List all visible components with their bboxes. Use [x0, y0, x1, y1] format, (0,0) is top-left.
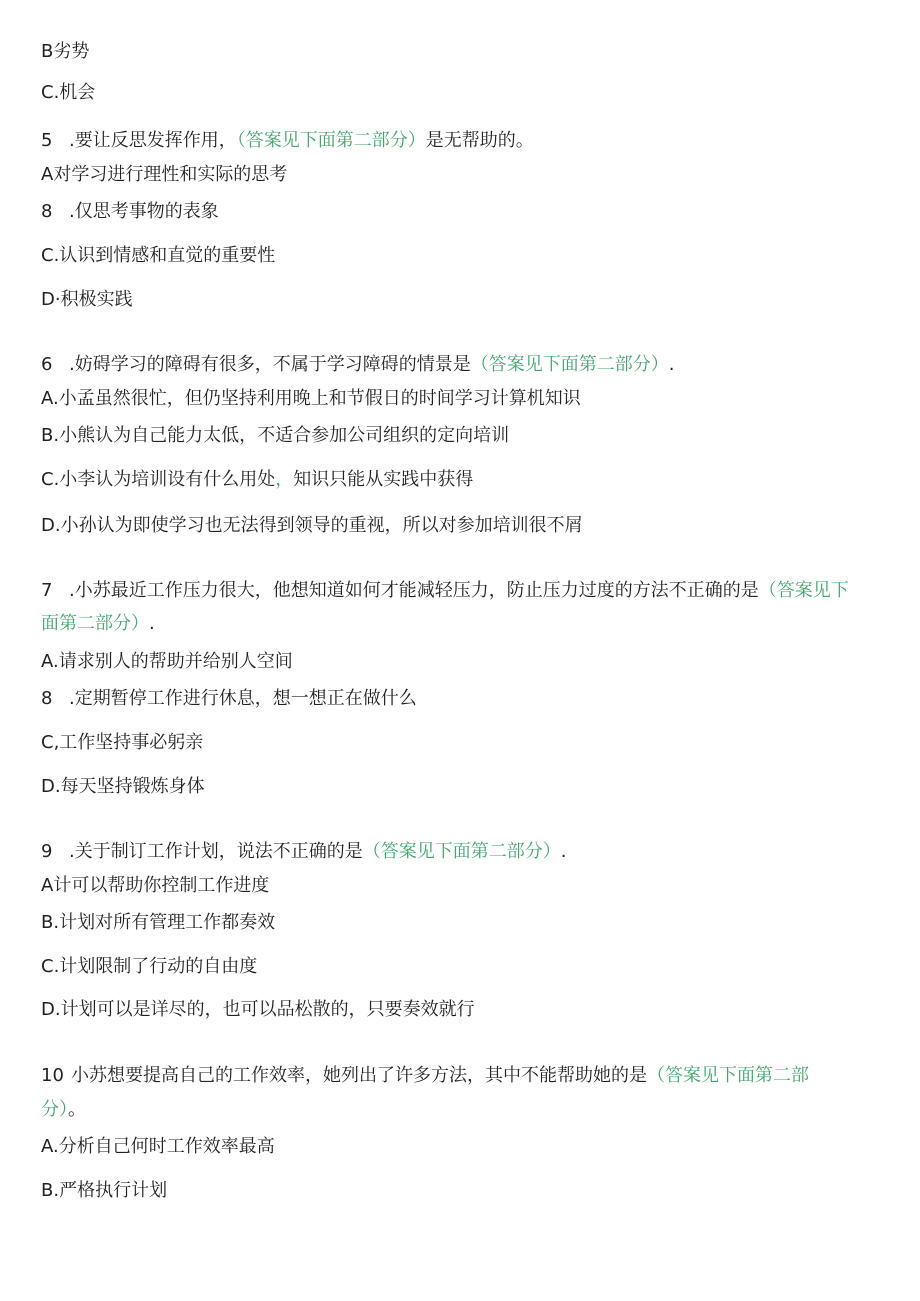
q10-number: 10	[41, 1065, 64, 1086]
q6-option-d: D.小孙认为即使学习也无法得到领导的重视，所以对参加培训很不屑	[41, 515, 583, 536]
q10-option-a: A.分析自己何时工作效率最高	[41, 1136, 275, 1157]
q9-stem-text: .关于制订工作计划，说法不正确的是	[69, 841, 363, 862]
q9-option-b: B.计划对所有管理工作都奏效	[41, 912, 276, 933]
q5-stem-end: 是无帮助的。	[425, 130, 534, 151]
q10-answer-hint-continued: 分）	[41, 1099, 68, 1120]
q6-stem	[41, 348, 880, 381]
q10-option-b: B.严格执行计划	[41, 1180, 168, 1201]
q7-number: 7	[41, 580, 53, 601]
q9-number: 9	[41, 841, 53, 862]
q5-option-b-text: .仅思考事物的表象	[69, 201, 219, 222]
q9-stem	[41, 835, 880, 868]
q7-answer-hint-continued: 面第二部分）	[41, 613, 149, 634]
q5-answer-hint: （答案见下面第二部分）	[236, 130, 426, 151]
q9-option-c: C.计划限制了行动的自由度	[41, 956, 258, 977]
q6-option-c-text-end: 知识只能从实践中获得	[293, 469, 474, 490]
q9-option-d: D.计划可以是详尽的，也可以品松散的，只要奏效就行	[41, 999, 475, 1020]
q4-option-b: B劣势	[41, 41, 90, 62]
q7-stem	[41, 574, 880, 607]
q9-answer-hint: （答案见下面第二部分）	[362, 841, 561, 862]
q6-number: 6	[41, 354, 53, 375]
q6-stem-end: .	[668, 354, 675, 375]
q6-option-b: B.小熊认为自己能力太低，不适合参加公司组织的定向培训	[41, 425, 510, 446]
q6-option-c-text: C.小李认为培训设有什么用处	[41, 469, 276, 490]
q7-option-b	[41, 682, 880, 715]
q7-option-c: C,工作坚持事必躬亲	[41, 732, 204, 753]
q5-number: 5	[41, 130, 53, 151]
q6-answer-hint: （答案见下面第二部分）	[470, 354, 669, 375]
q7-option-a: A.请求别人的帮助并给别人空间	[41, 651, 293, 672]
q5-option-a: A对学习进行理性和实际的思考	[41, 164, 288, 185]
q7-option-b-number: 8	[41, 688, 53, 709]
q7-option-b-text: .定期暂停工作进行休息，想一想正在做什么	[69, 688, 417, 709]
q5-stem-text: .要让反思发挥作用，	[69, 130, 237, 151]
q6-option-c-comma: ，	[275, 469, 294, 490]
q7-stem-continued	[41, 607, 880, 640]
q7-answer-hint: （答案见下	[758, 580, 849, 601]
q5-option-b-number: 8	[41, 201, 53, 222]
q10-stem	[41, 1059, 880, 1092]
q5-option-c: C.认识到情感和直觉的重要性	[41, 245, 276, 266]
q6-option-a: A.小孟虽然很忙，但仍坚持利用晚上和节假日的时间学习计算机知识	[41, 388, 581, 409]
q10-answer-hint: （答案见下面第二部	[647, 1065, 809, 1086]
q7-stem-text: .小苏最近工作压力很大，他想知道如何才能减轻压力，防止压力过度的方法不正确的是	[69, 580, 759, 601]
q9-stem-end: .	[560, 841, 567, 862]
q6-stem-text: .妨碍学习的障碍有很多，不属于学习障碍的情景是	[69, 354, 471, 375]
q10-stem-text: 小苏想要提高自己的工作效率，她列出了许多方法，其中不能帮助她的是	[71, 1065, 647, 1086]
q7-stem-end: .	[149, 613, 155, 634]
q6-option-c	[41, 463, 880, 496]
q10-stem-continued	[41, 1093, 880, 1126]
q7-option-d: D.每天坚持锻炼身体	[41, 776, 205, 797]
q5-stem	[41, 124, 880, 157]
q5-option-d: D·积极实践	[41, 289, 133, 310]
q10-stem-end: 。	[68, 1099, 86, 1120]
q5-option-b	[41, 195, 880, 228]
q9-option-a: A计可以帮助你控制工作进度	[41, 875, 270, 896]
q4-option-c: C.机会	[41, 82, 96, 103]
